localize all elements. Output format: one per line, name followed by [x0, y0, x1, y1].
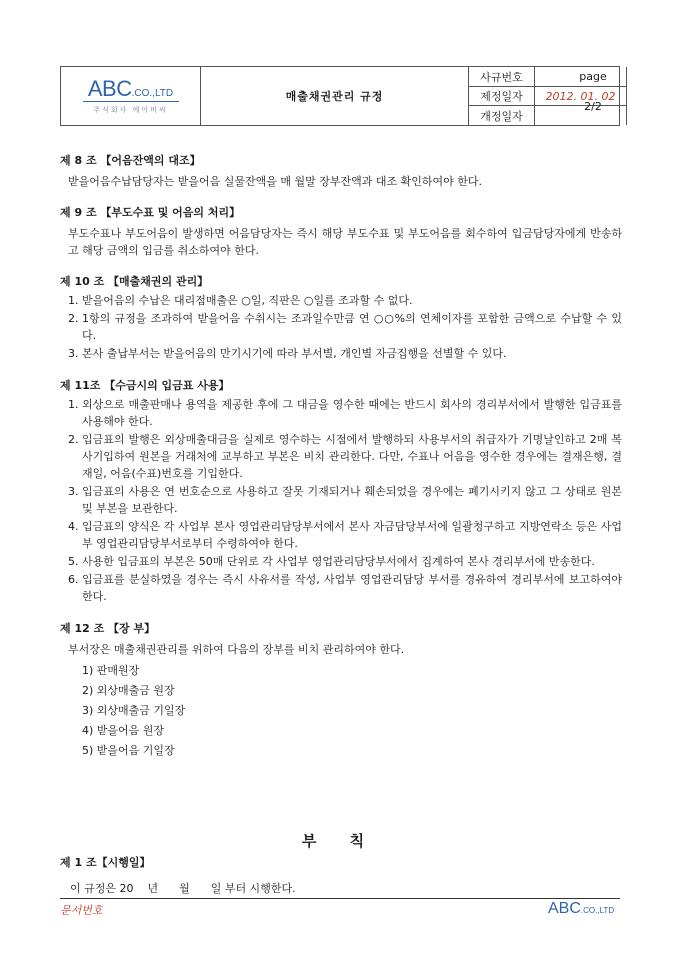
ledger-item: 5) 받을어음 기일장	[82, 744, 175, 757]
list-item: 5. 사용한 입금표의 부본은 50매 단위로 각 사업부 영업관리담당부서에서 집계하여 본사 경리부서에 반송한다.	[68, 555, 595, 568]
list-item: 2. 1항의 규정을 조과하여 받을어음 수취시는 조과일수만큼 연 ○○%의 연체이자를 포함한 금액으로 수납할 수 있다.	[68, 312, 622, 342]
document-title: 매출채권관리 규정	[201, 67, 469, 125]
ledger-item: 1) 판매원장	[82, 664, 140, 677]
article-10-heading: 제 10 조 【매출채권의 관리】	[60, 275, 209, 288]
article-11-heading: 제 11조 【수금시의 입금표 사용】	[60, 379, 230, 392]
appendix-article-1-body: 이 규정은 20 년 월 일 부터 시행한다.	[70, 882, 296, 895]
document-header	[60, 66, 620, 126]
logo-underline	[83, 101, 179, 102]
article-8-body: 받을어음수납담당자는 받을어음 실물잔액을 매 월말 장부잔액과 대조 확인하여야 한다.	[68, 175, 483, 188]
list-item: 6. 입금표를 분실하였을 경우는 즉시 사유서를 작성, 사업부 영업관리담당 부서를 경유하여 경리부서에 보고하여야 한다.	[68, 573, 622, 603]
logo-subtitle: 주식회사 에이비씨	[93, 105, 168, 114]
logo-suffix-text: .CO.,LTD	[131, 87, 174, 99]
article-12-body: 부서장은 매출채권관리를 위하여 다음의 장부를 비치 관리하여야 한다.	[68, 643, 405, 656]
ledger-item: 4) 받을어음 원장	[82, 724, 165, 737]
article-8-heading: 제 8 조 【어음잔액의 대조】	[60, 154, 201, 167]
rule-no-label: 사규번호	[469, 67, 535, 87]
footer-logo-suffix: .CO.,LTD	[580, 906, 615, 915]
footer-divider	[60, 898, 620, 899]
revised-date-label: 개정일자	[469, 106, 535, 125]
footer-logo	[548, 900, 614, 918]
list-item: 1. 받을어음의 수납은 대리점매출은 ○일, 직판은 ○일를 조과할 수 없다.	[68, 294, 413, 307]
list-item: 1. 외상으로 매출판매나 용역을 제공한 후에 그 대금을 영수한 때에는 반드시 회사의 경리부서에서 발행한 입금표를 사용해야 한다.	[68, 398, 622, 428]
logo-main-text: ABC	[87, 75, 132, 101]
ledger-item: 2) 외상매출금 원장	[82, 684, 175, 697]
footer-logo-main: ABC	[548, 900, 581, 917]
article-10-list	[60, 292, 622, 362]
list-item: 3. 입금표의 사용은 연 번호순으로 사용하고 잘못 기재되거나 훼손되었을 경우에는 폐기시키지 않고 그 상태로 원본 및 부본을 보관한다.	[68, 485, 622, 515]
ledger-list	[60, 662, 622, 760]
article-9-body: 부도수표나 부도어음이 발생하면 어음담당자는 즉시 해당 부도수표 및 부도어음를 회수하여 입금담당자에게 반송하고 해당 금액의 입금를 취소하여야 한다.	[68, 227, 622, 257]
article-9-heading: 제 9 조 【부도수표 및 어음의 처리】	[60, 206, 241, 219]
article-11-list	[60, 396, 622, 605]
appendix-article-1-heading: 제 1 조【시행일】	[60, 856, 151, 869]
list-item: 2. 입금표의 발행은 외상매출대금을 실제로 영수하는 시점에서 발행하되 사용부서의 취급자가 기명날인하고 2매 복사기입하여 원본을 거래처에 교부하고 부본은 비치 관리한다. 다만, 수표나 어음을 영수한 경우에는 결재은행, 결재일, 어음(수표)번호를 기입한다.	[68, 433, 622, 480]
company-logo	[61, 67, 201, 125]
enacted-date-value: 2012. 01. 02	[535, 87, 627, 106]
page-number: 2/2	[584, 99, 602, 113]
enacted-date-label: 제정일자	[469, 87, 535, 106]
document-body	[60, 152, 622, 760]
list-item: 4. 입금표의 양식은 각 사업부 본사 영업관리담당부서에서 본사 자금담당부서에 일괄청구하고 지방연락소 등은 사업부 영업관리담당부서로부터 수령하여야 한다.	[68, 520, 622, 550]
list-item: 3. 본사 출납부서는 받을어음의 만기시기에 따라 부서별, 개인별 자금집행을 선별할 수 있다.	[68, 347, 507, 360]
doc-number-label: 문서번호	[60, 904, 103, 917]
page-label: page	[567, 67, 619, 87]
article-12-heading: 제 12 조 【장 부】	[60, 622, 156, 635]
appendix-title: 부 칙	[301, 832, 379, 850]
ledger-item: 3) 외상매출금 기일장	[82, 704, 186, 717]
